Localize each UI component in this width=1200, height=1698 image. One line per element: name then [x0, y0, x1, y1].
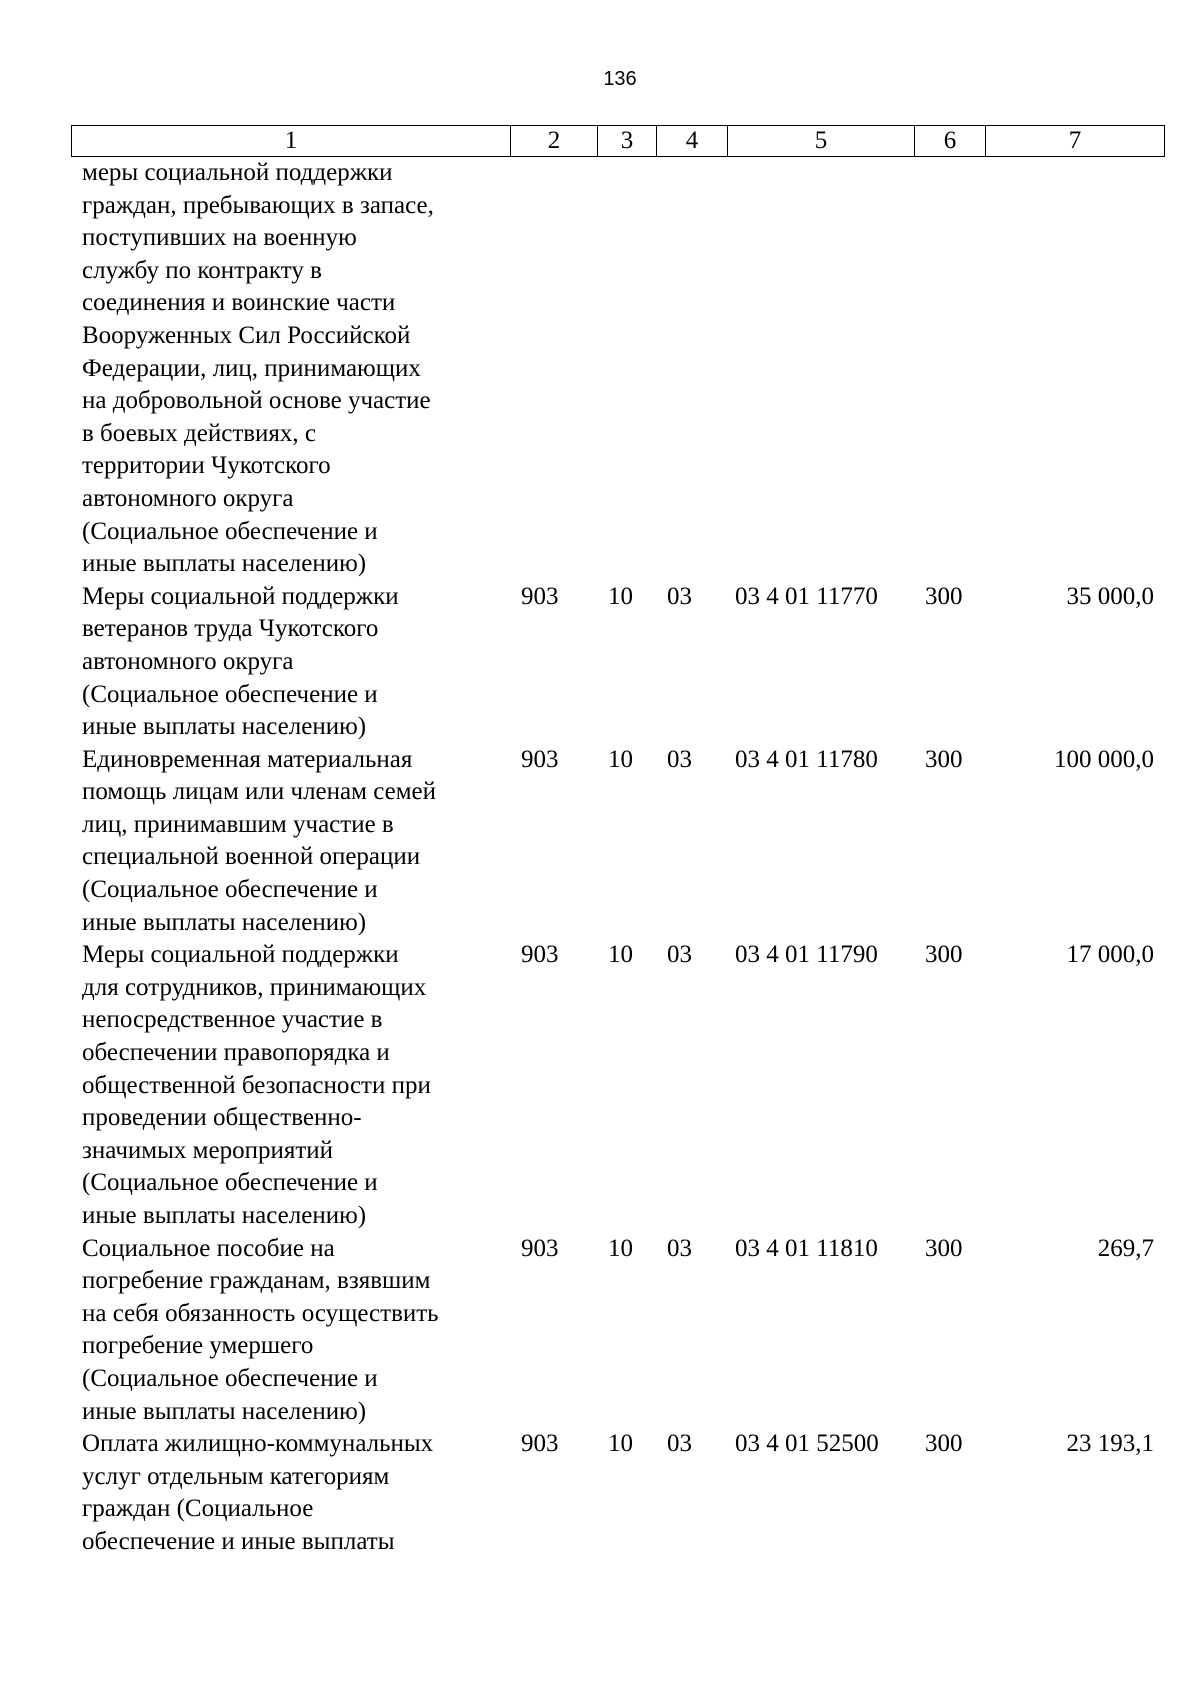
row-admin-code: 903: [521, 941, 559, 969]
row-admin-code: 903: [521, 582, 559, 610]
row-target-article: 03 4 01 11770: [735, 582, 878, 610]
table-row: [71, 1233, 1164, 1429]
column-header-2: 2: [511, 126, 598, 157]
column-header-5: 5: [728, 126, 915, 157]
row-subsection: 03: [667, 582, 692, 610]
column-header-4: 4: [657, 126, 728, 157]
column-header-7: 7: [986, 126, 1165, 157]
row-amount: [985, 157, 1164, 581]
row-amount: 23 193,1: [1066, 1430, 1154, 1458]
row-description: Меры социальной поддержки ветеранов труда Чукотского автономного округа (Социальное обеспечение и иные выплаты населению): [82, 582, 399, 741]
table-row: [71, 1428, 1164, 1558]
row-subsection: [656, 157, 727, 581]
row-admin-code: 903: [521, 1234, 559, 1262]
row-section: 10: [608, 941, 633, 969]
row-section: 10: [608, 1234, 633, 1262]
budget-table: [71, 157, 1164, 1559]
table-row: [71, 157, 1164, 581]
row-expense-type: 300: [925, 1234, 963, 1262]
row-section: 10: [608, 745, 633, 773]
row-admin-code: 903: [521, 1430, 559, 1458]
table-row: [71, 744, 1164, 940]
row-description: Единовременная материальная помощь лицам или членам семей лиц, принимавшим участие в специальной военной операции (Социальное обеспечение и иные выплаты населению): [82, 745, 436, 936]
row-target-article: 03 4 01 11810: [735, 1234, 878, 1262]
row-amount: 100 000,0: [1054, 745, 1154, 773]
row-amount: 269,7: [1097, 1234, 1154, 1262]
row-section: 10: [608, 1430, 633, 1458]
row-target-article: 03 4 01 52500: [735, 1430, 879, 1458]
row-amount: 17 000,0: [1066, 941, 1154, 969]
row-section: 10: [608, 582, 633, 610]
column-header-3: 3: [598, 126, 657, 157]
row-expense-type: [914, 157, 985, 581]
row-amount: 35 000,0: [1066, 582, 1154, 610]
column-header-table: [71, 125, 1165, 157]
column-header-1: 1: [72, 126, 511, 157]
row-description: меры социальной поддержки граждан, пребывающих в запасе, поступивших на военную службу по контракту в соединения и воинские части Вооруженных Сил Российской Федерации, лиц, принимающих на добровольной основе участие в боевых действиях, с территории Чукотского автономного округа (Социальное обеспечение и иные выплаты населению): [82, 159, 434, 578]
column-header-row: [72, 126, 1165, 157]
row-subsection: 03: [667, 1234, 692, 1262]
row-target-article: 03 4 01 11790: [735, 941, 878, 969]
row-section: [597, 157, 656, 581]
row-description: Оплата жилищно-коммунальных услуг отдельным категориям граждан (Социальное обеспечение и иные выплаты: [82, 1430, 434, 1555]
row-subsection: 03: [667, 941, 692, 969]
table-row: [71, 581, 1164, 744]
row-expense-type: 300: [925, 582, 963, 610]
row-target-article: [727, 157, 914, 581]
row-subsection: 03: [667, 745, 692, 773]
row-expense-type: 300: [925, 941, 963, 969]
row-target-article: 03 4 01 11780: [735, 745, 878, 773]
row-admin-code: 903: [521, 745, 559, 773]
row-admin-code: [510, 157, 597, 581]
row-subsection: 03: [667, 1430, 692, 1458]
column-header-6: 6: [915, 126, 986, 157]
page-number: 136: [603, 68, 637, 90]
row-description: Меры социальной поддержки для сотрудников, принимающих непосредственное участие в обеспечении правопорядка и общественной безопасности при проведении общественно- значимых мероприятий (Социальное обеспечение и иные выплаты населению): [82, 941, 431, 1229]
row-expense-type: 300: [925, 745, 963, 773]
row-expense-type: 300: [925, 1430, 963, 1458]
table-row: [71, 939, 1164, 1232]
row-description: Социальное пособие на погребение гражданам, взявшим на себя обязанность осуществить погребение умершего (Социальное обеспечение и иные выплаты населению): [82, 1234, 439, 1425]
